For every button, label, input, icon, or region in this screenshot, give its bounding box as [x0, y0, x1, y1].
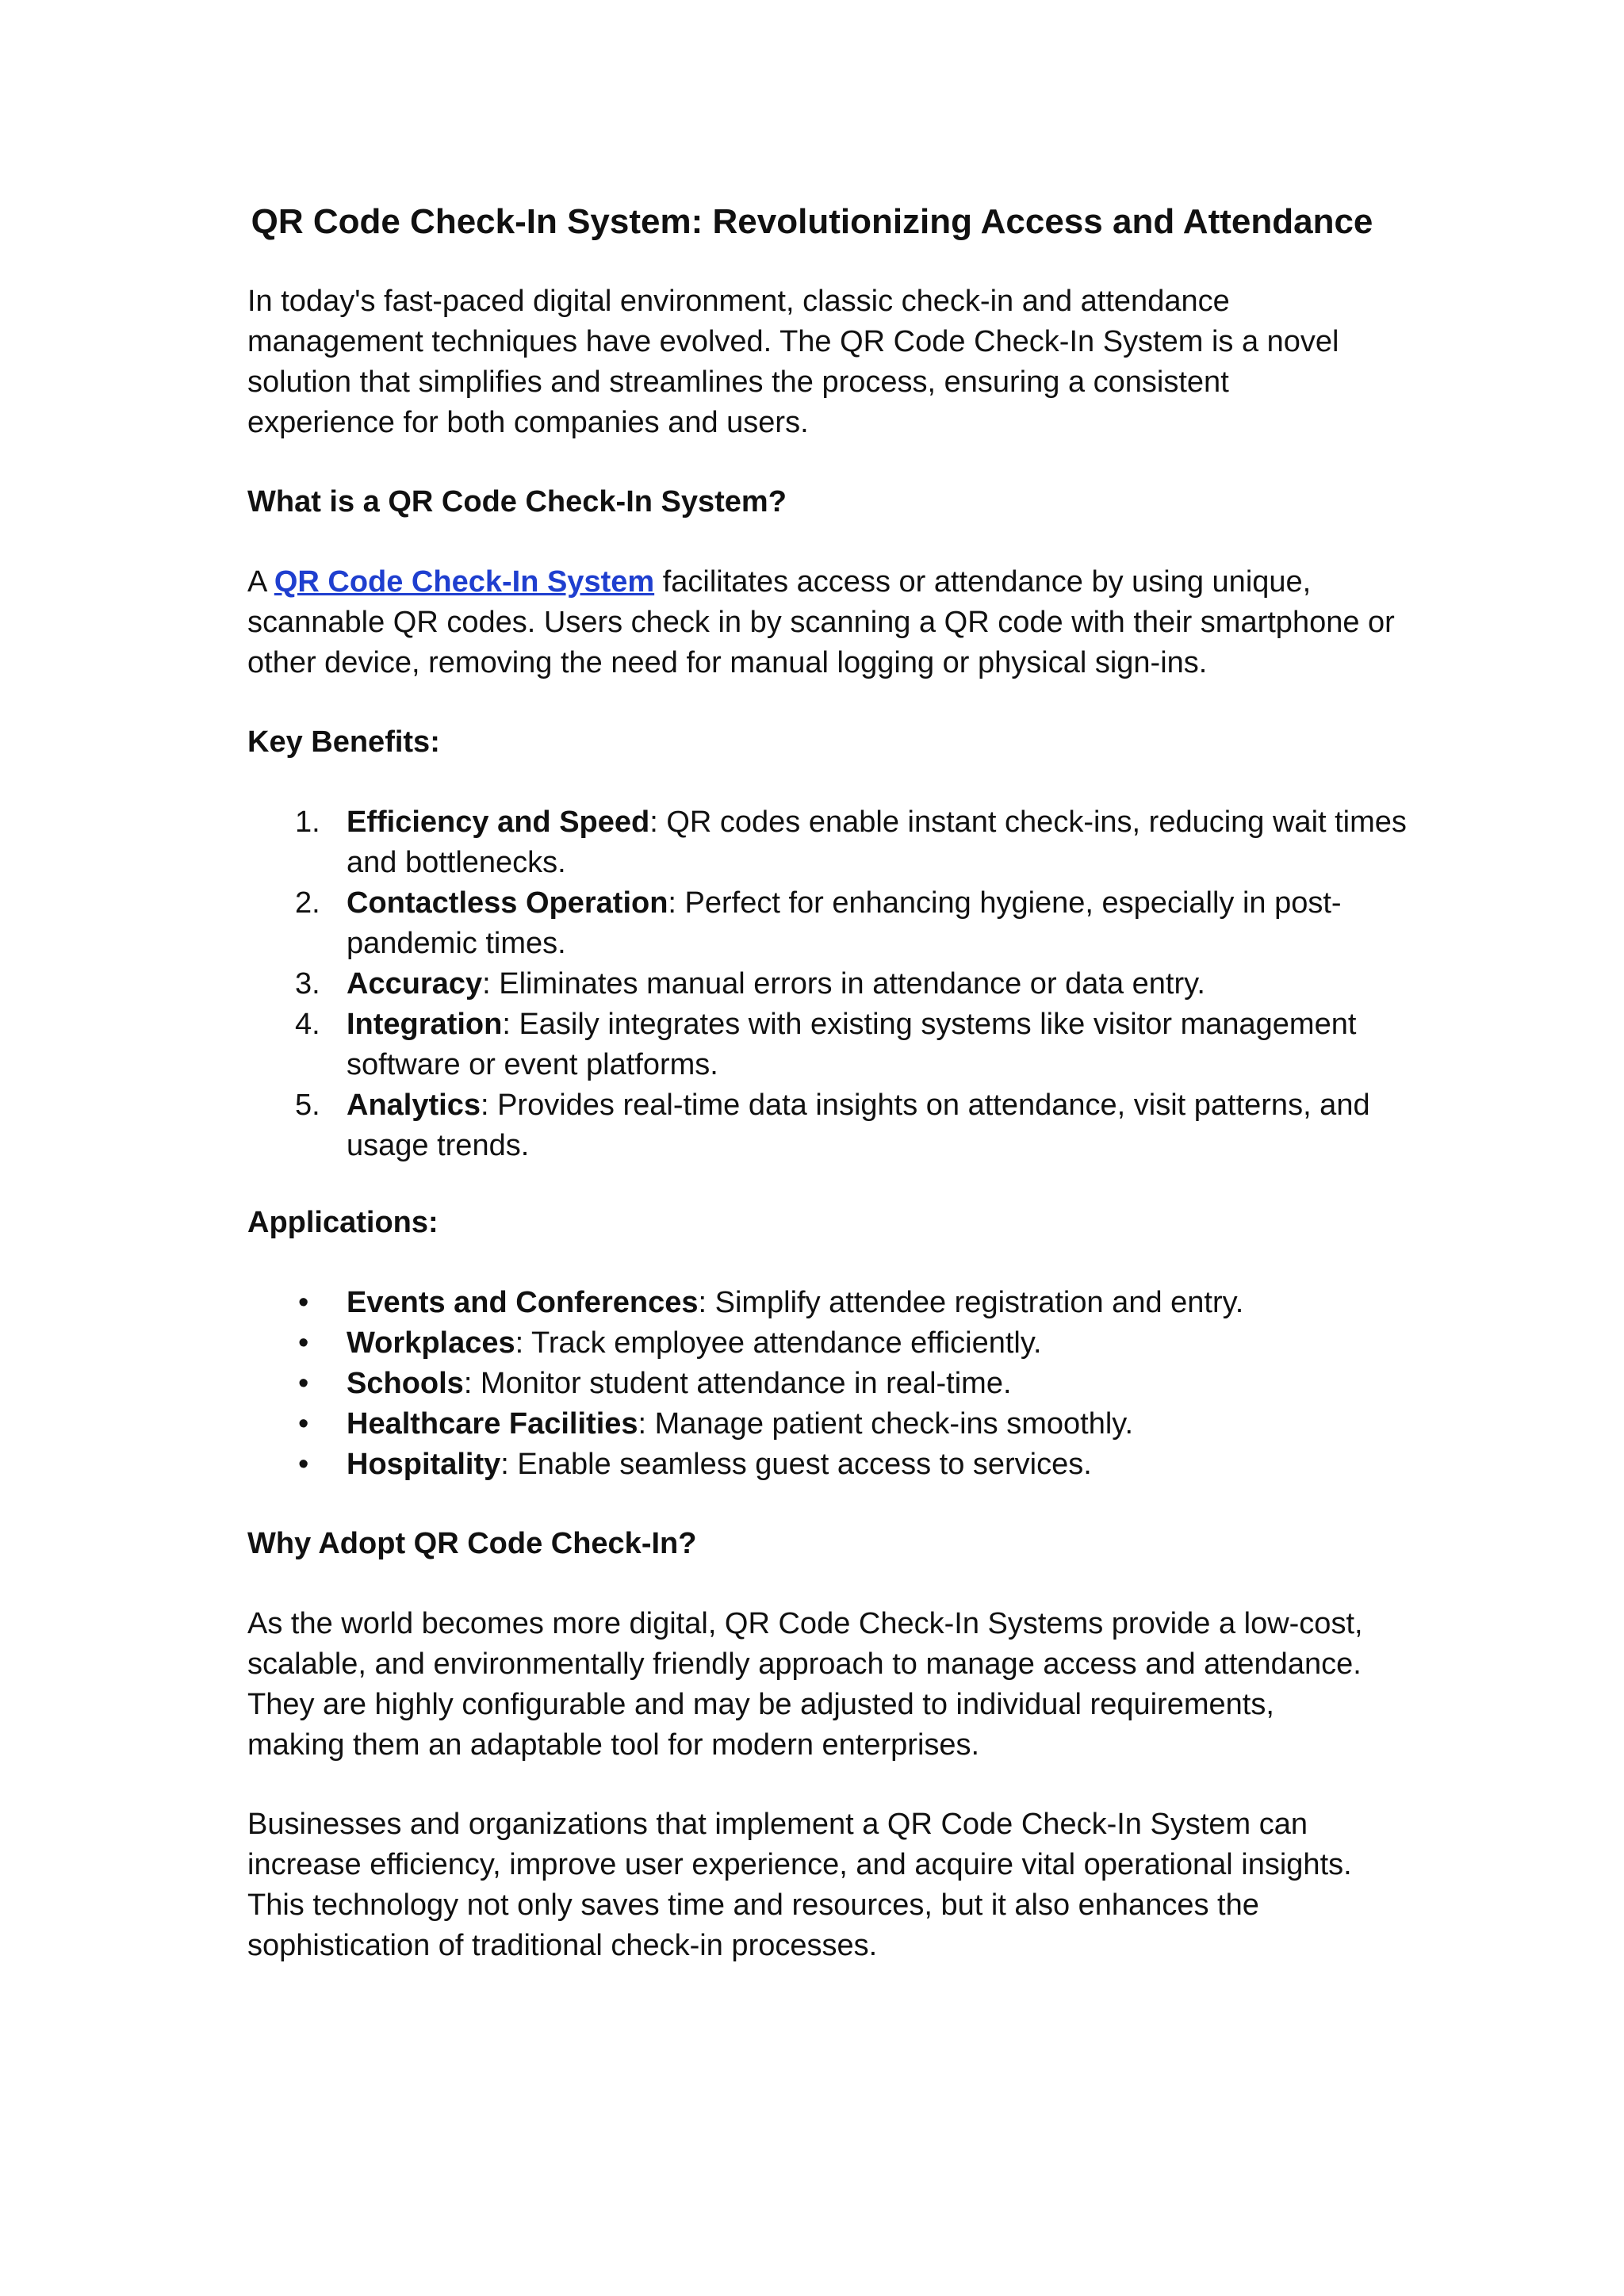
why-adopt-line: sophistication of traditional check-in processes. [247, 1929, 878, 1962]
applications-list [247, 1283, 1389, 1485]
what-is-line [247, 562, 1389, 603]
benefit-text: : QR codes enable instant check-ins, reducing wait times [649, 806, 1407, 839]
what-is-paragraph [247, 562, 1395, 683]
benefit-text: : Provides real-time data insights on attendance, visit patterns, and [480, 1089, 1370, 1122]
application-term: Healthcare Facilities [347, 1407, 638, 1441]
why-adopt-line: This technology not only saves time and resources, but it also enhances the [247, 1888, 1259, 1922]
bullet-icon: • [298, 1407, 309, 1441]
application-item [247, 1445, 1389, 1485]
what-is-prefix: A [247, 565, 274, 599]
what-is-suffix: facilitates access or attendance by using unique, [654, 565, 1312, 599]
what-is-line: scannable QR codes. Users check in by scanning a QR code with their smartphone or [247, 606, 1395, 639]
benefit-text: : Eliminates manual errors in attendance or data entry. [482, 967, 1205, 1001]
benefit-item [247, 1004, 1389, 1085]
application-text: : Track employee attendance efficiently. [515, 1326, 1042, 1360]
benefit-text-cont: and bottlenecks. [347, 846, 566, 879]
benefit-text-cont: usage trends. [347, 1129, 530, 1162]
bullet-icon: • [298, 1286, 309, 1319]
benefit-term: Analytics [347, 1089, 481, 1122]
why-adopt-line: scalable, and environmentally friendly approach to manage access and attendance. [247, 1647, 1362, 1681]
list-number: 3. [295, 967, 320, 1001]
why-adopt-line: They are highly configurable and may be adjusted to individual requirements, [247, 1688, 1274, 1721]
bullet-icon: • [298, 1367, 309, 1400]
intro-line: In today's fast-paced digital environment, classic check-in and attendance [247, 285, 1230, 318]
application-text: : Monitor student attendance in real-time. [463, 1367, 1012, 1400]
intro-line: experience for both companies and users. [247, 406, 809, 439]
why-adopt-line: making them an adaptable tool for modern enterprises. [247, 1728, 980, 1762]
application-term: Workplaces [347, 1326, 515, 1360]
why-adopt-line: As the world becomes more digital, QR Code Check-In Systems provide a low-cost, [247, 1607, 1363, 1640]
application-text: : Simplify attendee registration and entry. [698, 1286, 1244, 1319]
bullet-icon: • [298, 1448, 309, 1481]
application-item [247, 1283, 1389, 1323]
what-is-line: other device, removing the need for manual logging or physical sign-ins. [247, 646, 1208, 679]
benefit-term: Efficiency and Speed [347, 806, 650, 839]
benefit-term: Contactless Operation [347, 886, 668, 920]
application-term: Events and Conferences [347, 1286, 699, 1319]
list-number: 2. [295, 886, 320, 920]
key-benefits-list [247, 802, 1407, 1166]
application-term: Schools [347, 1367, 464, 1400]
benefit-item [247, 1085, 1389, 1166]
bullet-icon: • [298, 1326, 309, 1360]
list-number: 5. [295, 1089, 320, 1122]
benefit-text-cont: pandemic times. [347, 927, 566, 960]
why-adopt-paragraph-2 [247, 1804, 1389, 1966]
intro-line: solution that simplifies and streamlines the process, ensuring a consistent [247, 365, 1229, 399]
why-adopt-paragraph-1 [247, 1604, 1389, 1766]
key-benefits-heading: Key Benefits: [247, 725, 440, 759]
benefit-text-cont: software or event platforms. [347, 1048, 718, 1081]
benefit-text: : Perfect for enhancing hygiene, especially in post- [668, 886, 1342, 920]
benefit-item [247, 802, 1407, 883]
list-number: 4. [295, 1008, 320, 1041]
application-term: Hospitality [347, 1448, 501, 1481]
applications-heading: Applications: [247, 1206, 439, 1239]
intro-line: management techniques have evolved. The QR Code Check-In System is a novel [247, 325, 1339, 358]
application-text: : Manage patient check-ins smoothly. [638, 1407, 1134, 1441]
list-number: 1. [295, 806, 320, 839]
document-title: QR Code Check-In System: Revolutionizing Access and Attendance [251, 202, 1373, 241]
what-is-heading: What is a QR Code Check-In System? [247, 485, 787, 519]
why-adopt-line: Businesses and organizations that implement a QR Code Check-In System can [247, 1808, 1308, 1841]
why-adopt-heading: Why Adopt QR Code Check-In? [247, 1527, 697, 1560]
benefit-item [247, 964, 1389, 1004]
qr-checkin-system-link[interactable]: QR Code Check-In System [274, 565, 655, 599]
benefit-term: Accuracy [347, 967, 483, 1001]
benefit-term: Integration [347, 1008, 503, 1041]
intro-paragraph [247, 281, 1389, 443]
benefit-item [247, 883, 1389, 964]
application-item [247, 1364, 1389, 1404]
application-item [247, 1404, 1389, 1445]
application-item [247, 1323, 1389, 1364]
application-text: : Enable seamless guest access to services. [500, 1448, 1092, 1481]
benefit-text: : Easily integrates with existing systems like visitor management [502, 1008, 1357, 1041]
why-adopt-line: increase efficiency, improve user experience, and acquire vital operational insights. [247, 1848, 1352, 1881]
